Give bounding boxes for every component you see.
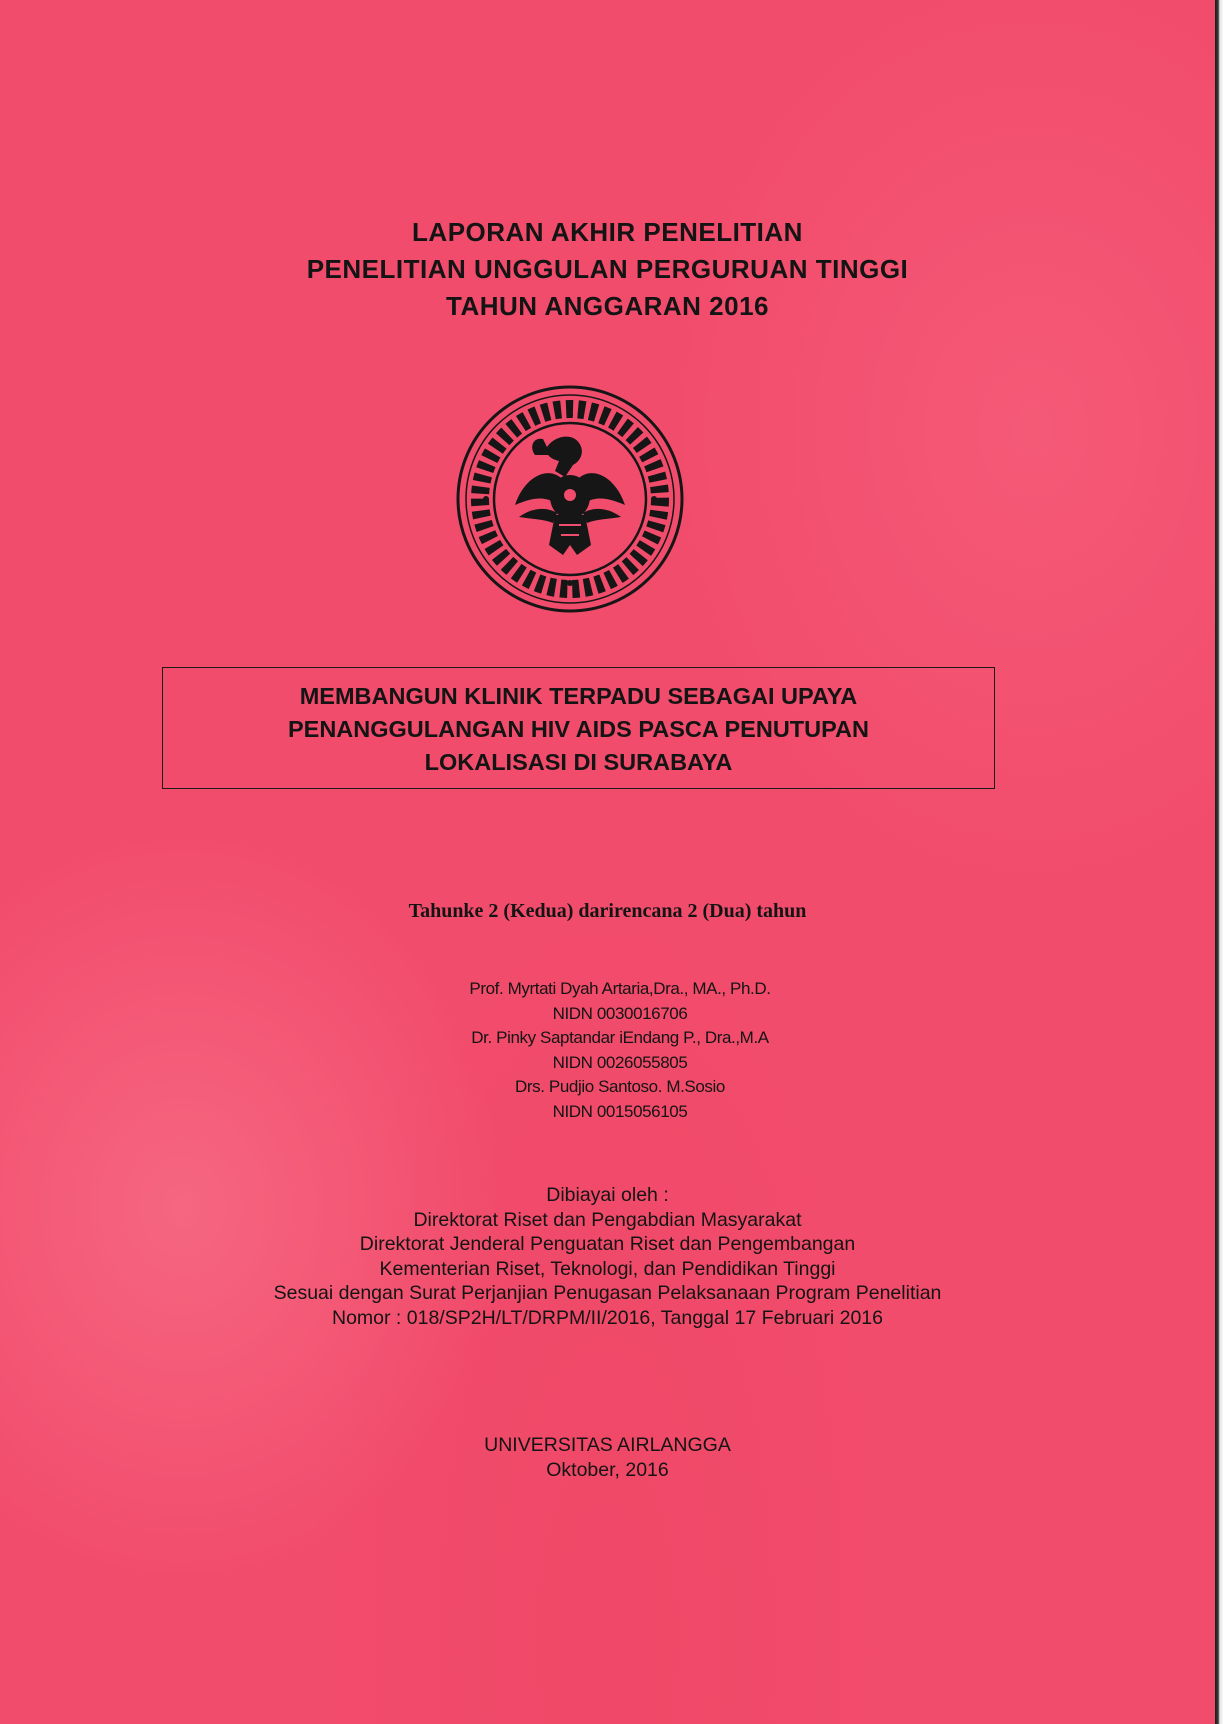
funding-line: Kementerian Riset, Teknologi, dan Pendidikan Tinggi <box>379 1257 836 1280</box>
researcher-nidn: NIDN 0026055805 <box>552 1052 688 1072</box>
institution-name: UNIVERSITAS AIRLANGGA <box>484 1434 731 1456</box>
research-title-box <box>162 667 995 789</box>
researcher-name: Dr. Pinky Saptandar iEndang P., Dra.,M.A <box>471 1028 769 1047</box>
report-date: Oktober, 2016 <box>546 1459 669 1481</box>
researcher-nidn: NIDN 0030016706 <box>552 1003 688 1023</box>
year-line: Tahunke 2 (Kedua) darirencana 2 (Dua) tahun <box>408 900 807 922</box>
page-edge <box>1215 0 1223 1724</box>
report-header <box>0 214 1215 325</box>
researcher-name: Drs. Pudjio Santoso. M.Sosio <box>515 1077 725 1096</box>
funding-line: Direktorat Riset dan Pengabdian Masyarakat <box>413 1208 802 1231</box>
researcher-nidn: NIDN 0015056105 <box>552 1101 688 1121</box>
title-line-2: PENANGGULANGAN HIV AIDS PASCA PENUTUPAN <box>287 716 869 742</box>
funding-line: Sesuai dengan Surat Perjanjian Penugasan Pelaksanaan Program Penelitian <box>273 1282 942 1304</box>
footer <box>0 1433 1215 1483</box>
funding-heading: Dibiayai oleh : <box>546 1184 669 1206</box>
title-line-1: MEMBANGUN KLINIK TERPADU SEBAGAI UPAYA <box>299 683 858 709</box>
title-line-3: LOKALISASI DI SURABAYA <box>424 749 733 775</box>
researcher-name: Prof. Myrtati Dyah Artaria,Dra., MA., Ph.D. <box>469 979 771 998</box>
header-line-1: LAPORAN AKHIR PENELITIAN <box>412 217 803 247</box>
funding-section <box>0 1183 1215 1330</box>
researcher-list <box>400 977 840 1124</box>
header-line-2: PENELITIAN UNGGULAN PERGURUAN TINGGI <box>306 254 909 284</box>
funding-line: Direktorat Jenderal Penguatan Riset dan Pengembangan <box>359 1233 856 1255</box>
header-line-3: TAHUN ANGGARAN 2016 <box>446 291 769 321</box>
funding-line: Nomor : 018/SP2H/LT/DRPM/II/2016, Tanggal 17 Februari 2016 <box>332 1306 883 1329</box>
university-airlangga-emblem-icon <box>455 385 685 613</box>
